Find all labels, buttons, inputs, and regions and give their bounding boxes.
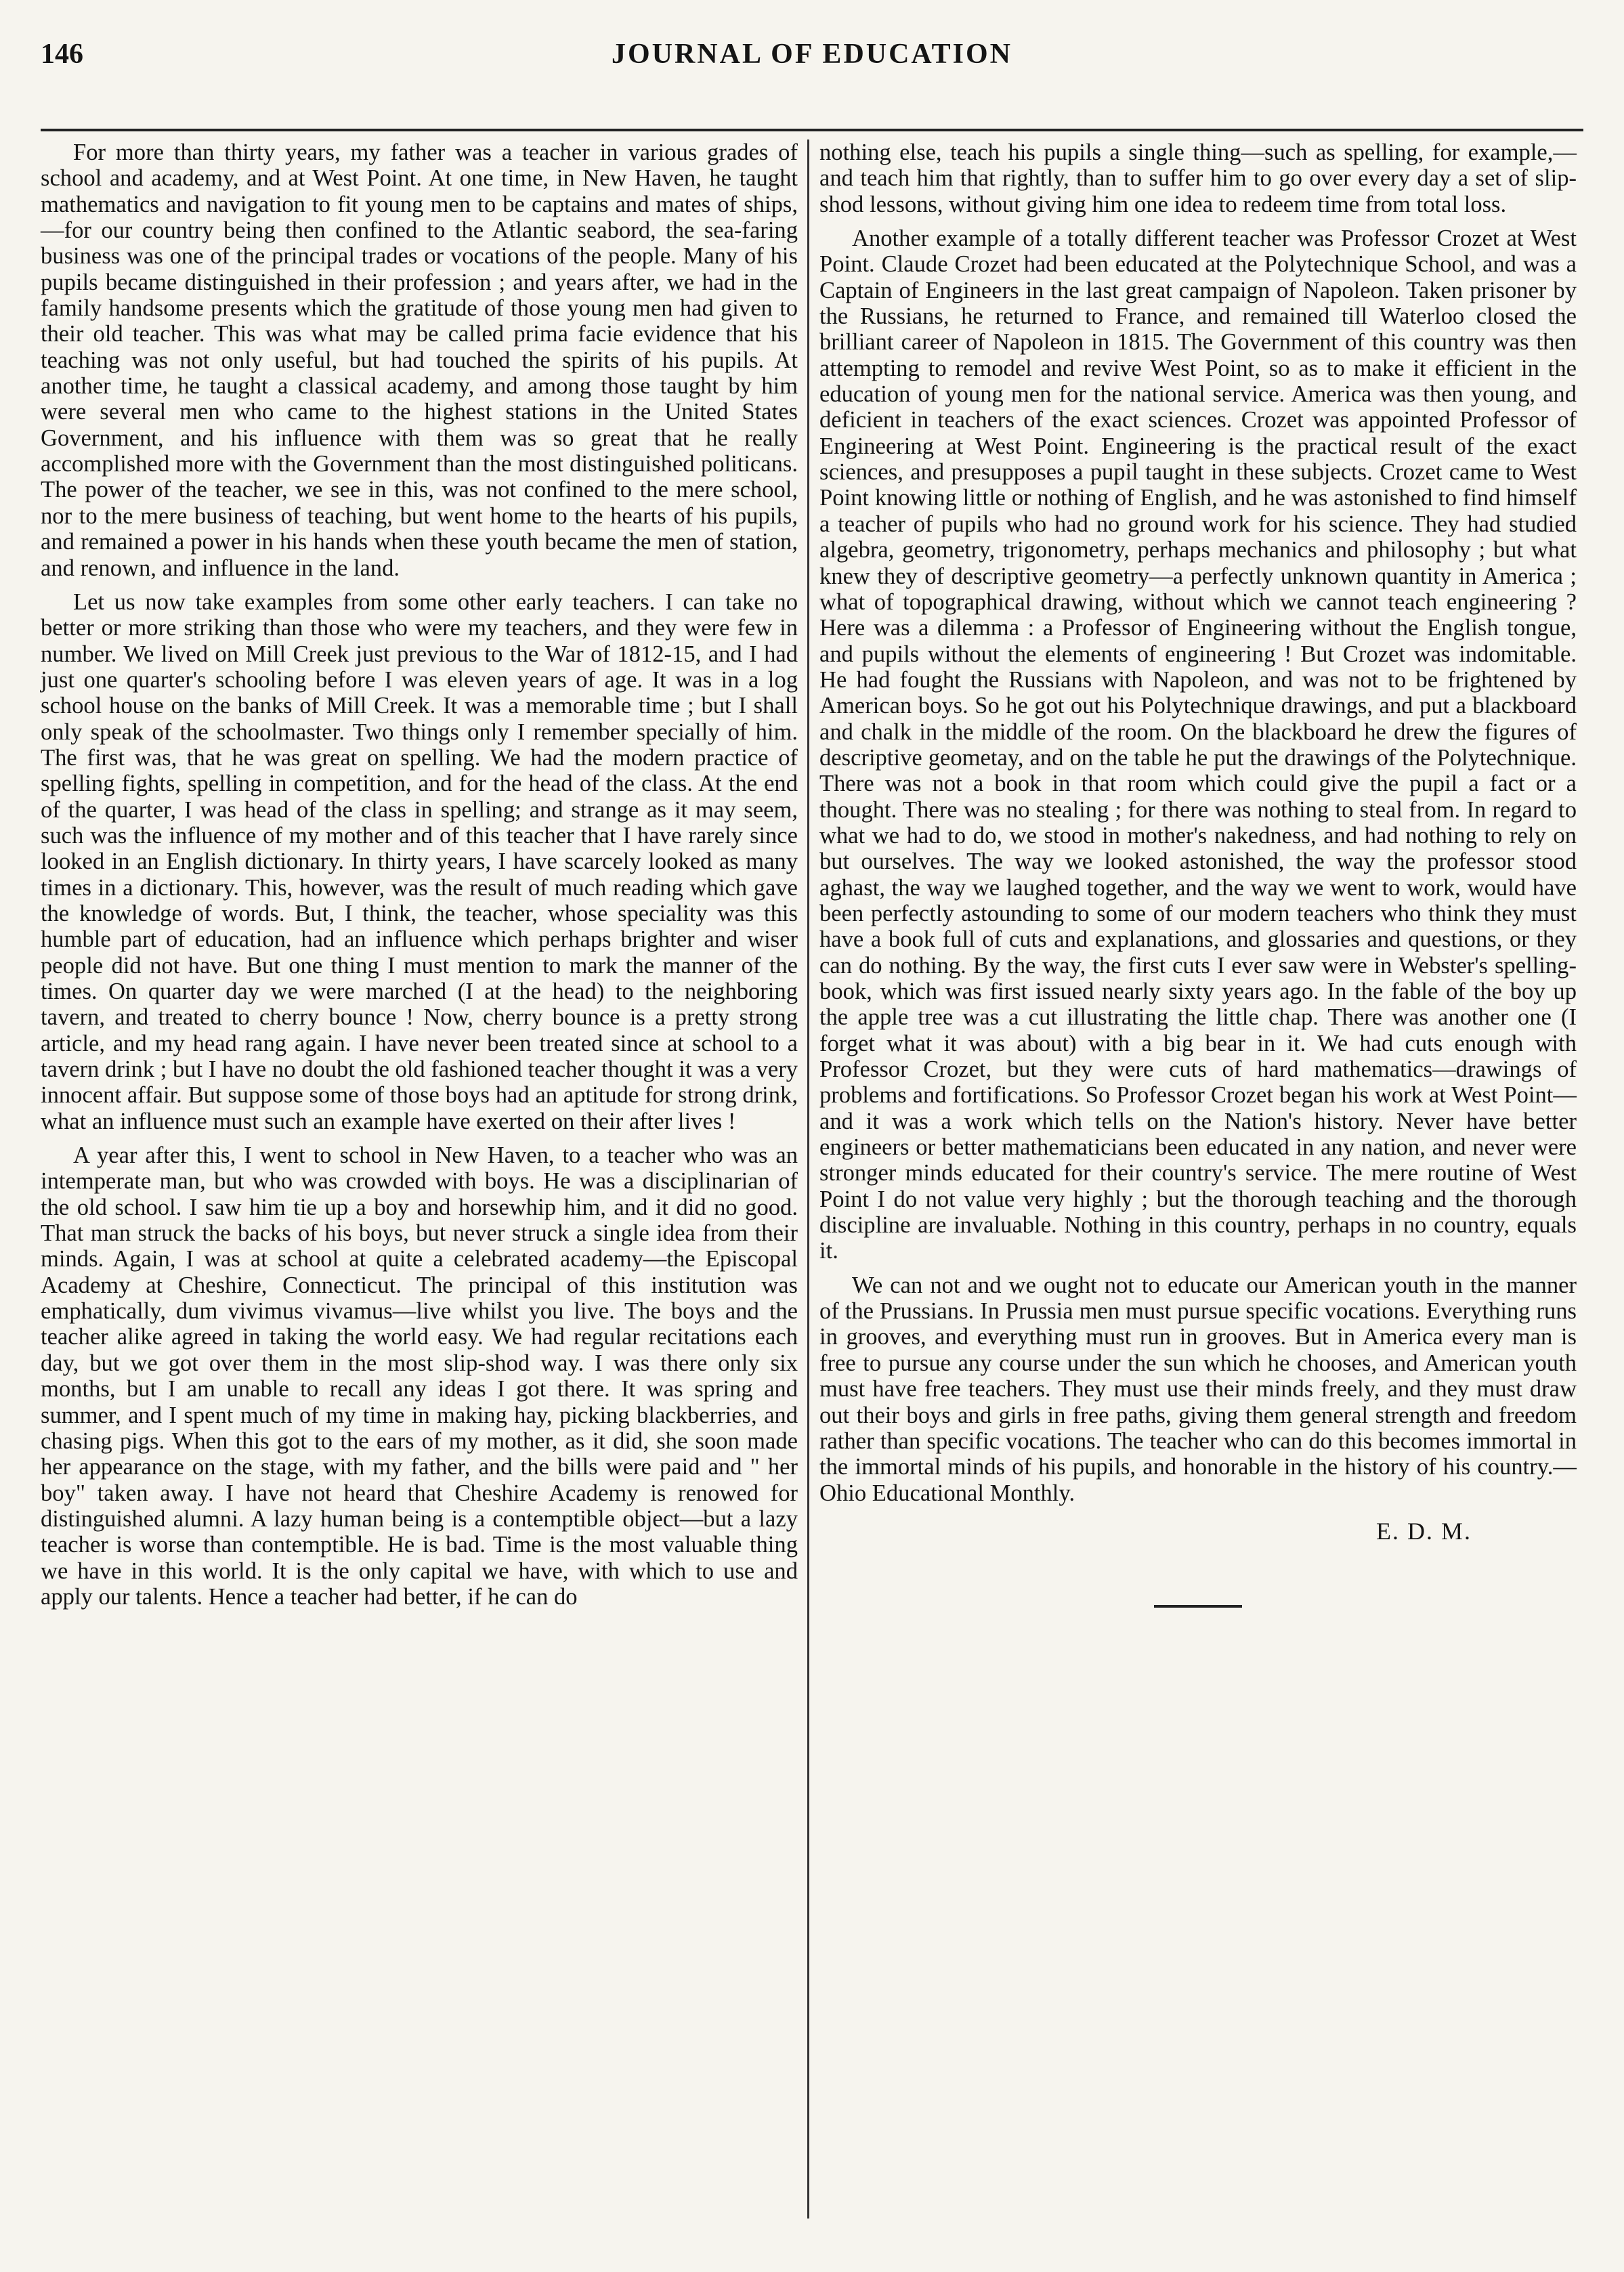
paragraph: A year after this, I went to school in New Haven, to a teacher who was an intemperate man, but who was crowded with boys. He was a disciplinarian of the old school. I saw him tie up a boy and horsewhip him, and it did no good. That man struck the backs of his boys, but never struck a single idea from their minds. Again, I was at school at quite a celebrated academy—the Episcopal Academy at Cheshire, Connecticut. The principal of this institution was emphatically, dum vivimus vivamus—live whilst you live. The boys and the teacher alike agreed in taking the world easy. We had regular recitations each day, but we got over them in the most slip-shod way. I was there only six months, but I am unable to recall any ideas I got there. It was spring and summer, and I spent much of my time in making hay, picking blackberries, and chasing pigs. When this got to the ears of my mother, as it did, she soon made her appearance on the stage, with my father, and the bills were paid and " her boy" taken away. I have not heard that Cheshire Academy is renowed for distinguished alumni. A lazy human being is a contemptible object—but a lazy teacher is worse than contemptible. He is bad. Time is the most valuable thing we have in this world. It is the only capital we have, with which to use and apply our talents. Hence a teacher had better, if he can do: [41, 1142, 798, 1610]
paragraph: nothing else, teach his pupils a single thing—such as spelling, for example,—and teach him that rightly, than to suffer him to go over every day a set of slip-shod lessons, without giving him one idea to redeem time from total loss.: [819, 140, 1577, 217]
column-divider: [807, 140, 809, 2219]
page-header: [41, 38, 1583, 88]
paragraph: Let us now take examples from some other early teachers. I can take no better or more striking than those who were my teachers, and they were few in number. We lived on Mill Creek just previous to the War of 1812-15, and I had just one quarter's schooling before I was eleven years of age. It was in a log school house on the banks of Mill Creek. It was a memorable time ; but I shall only speak of the schoolmaster. Two things only I remember specially of him. The first was, that he was great on spelling. We had the modern practice of spelling fights, spelling in competition, and for the head of the class. At the end of the quarter, I was head of the class in spelling; and strange as it may seem, such was the influence of my mother and of this teacher that I have rarely since looked in an English dictionary. In thirty years, I have scarcely looked as many times in a dictionary. This, however, was the result of much reading which gave the knowledge of words. But, I think, the teacher, whose speciality was this humble part of education, had an influence which perhaps brighter and wiser people did not have. But one thing I must mention to mark the manner of the times. On quarter day we were marched (I at the head) to the neighboring tavern, and treated to cherry bounce ! Now, cherry bounce is a pretty strong article, and my head rang again. I have never been treated since at school to a tavern drink ; but I have no doubt the old fashioned teacher thought it was a very innocent affair. But suppose some of those boys had an aptitude for strong drink, what an influence must such an example have exerted on their after lives !: [41, 588, 798, 1134]
right-column: [819, 140, 1577, 1608]
paragraph: We can not and we ought not to educate our American youth in the manner of the Prussians. In Prussia men must pursue specific vocations. Everything runs in grooves, and everything must run in grooves. But in America every man is free to pursue any course under the sun which he chooses, and American youth must have free teachers. They must use their minds freely, and they must draw out their boys and girls in free paths, giving them general strength and freedom rather than specific vocations. The teacher who can do this becomes immortal in the immortal minds of his pupils, and honorable in the history of his country.—Ohio Educational Monthly.: [819, 1272, 1577, 1506]
running-title: JOURNAL OF EDUCATION: [611, 39, 1013, 70]
paragraph: Another example of a totally different teacher was Professor Crozet at West Point. Claude Crozet had been educated at the Polytechnique School, and was a Captain of Engineers in the last great campaign of Napoleon. Taken prisoner by the Russians, he returned to France, and remained till Waterloo closed the brilliant career of Napoleon in 1815. The Government of this country was then attempting to remodel and revive West Point, so as to make it efficient in the education of young men for the national service. America was then young, and deficient in teachers of the exact sciences. Crozet was appointed Professor of Engineering at West Point. Engineering is the practical result of the exact sciences, and presupposes a pupil taught in these subjects. Crozet came to West Point knowing little or nothing of English, and he was astonished to find himself a teacher of pupils who had no ground work for his science. They had studied algebra, geometry, trigonometry, perhaps mechanics and philosophy ; but what knew they of descriptive geometry—a perfectly unknown quantity in America ; what of topographical drawing, without which we cannot teach engineering ? Here was a dilemma : a Professor of Engineering without the English tongue, and pupils without the elements of engineering ! But Crozet was indomitable. He had fought the Russians with Napoleon, and was not to be frightened by American boys. So he got out his Polytechnique drawings, and put a blackboard and chalk in the middle of the room. On the blackboard he drew the figures of descriptive geometay, and on the table he put the drawings of the Polytechnique. There was not a book in that room which could give the pupil a fact or a thought. There was no stealing ; for there was nothing to steal from. In regard to what we had to do, we stood in mother's nakedness, and had nothing to rely on but ourselves. The way we looked astonished, the way the professor stood aghast, the way we laughed together, and the way we went to work, would have been perfectly astounding to some of our modern teachers who think they must have a book full of cuts and explanations, and glossaries and questions, or they can do nothing. By the way, the first cuts I ever saw were in Webster's spelling-book, which was first issued nearly sixty years ago. In the fable of the boy up the apple tree was a cut illustrating the little chap. There was another one (I forget what it was about) with a big bear in it. We had cuts enough with Professor Crozet, but they were cuts of hard mathematics—drawings of problems and fortifications. So Professor Crozet began his work at West Point—and it was a work which tells on the Nation's history. Never have better engineers or better mathematicians been educated in any nation, and never were stronger minds educated for their country's service. The mere routine of West Point I do not value very highly ; but the thorough teaching and the thorough discipline are invaluable. Nothing in this country, perhaps in no country, equals it.: [819, 226, 1577, 1264]
header-rule: [41, 129, 1583, 131]
end-rule: [1154, 1605, 1242, 1608]
paragraph: For more than thirty years, my father was a teacher in various grades of school and academy, and at West Point. At one time, in New Haven, he taught mathematics and navigation to fit young men to be captains and mates of ships,—for our country being then confined to the Atlantic seabord, the sea-faring business was one of the principal trades or vocations of the people. Many of his pupils became distinguished in their profession ; and years after, we had in the family handsome presents which the gratitude of those young men had given to their old teacher. This was what may be called prima facie evidence that his teaching was not only useful, but had touched the spirits of his pupils. At another time, he taught a classical academy, and among those taught by him were several men who came to the highest stations in the United States Government, and his influence with them was so great that he really accomplished more with the Government than the most distinguished politicans. The power of the teacher, we see in this, was not confined to the mere school, nor to the mere business of teaching, but went home to the hearts of his pupils, and remained a power in his hands when these youth became the men of station, and renown, and influence in the land.: [41, 140, 798, 581]
page-number: 146: [41, 39, 83, 70]
author-signature: E. D. M.: [1376, 1517, 1472, 1545]
left-column: [41, 140, 798, 1618]
